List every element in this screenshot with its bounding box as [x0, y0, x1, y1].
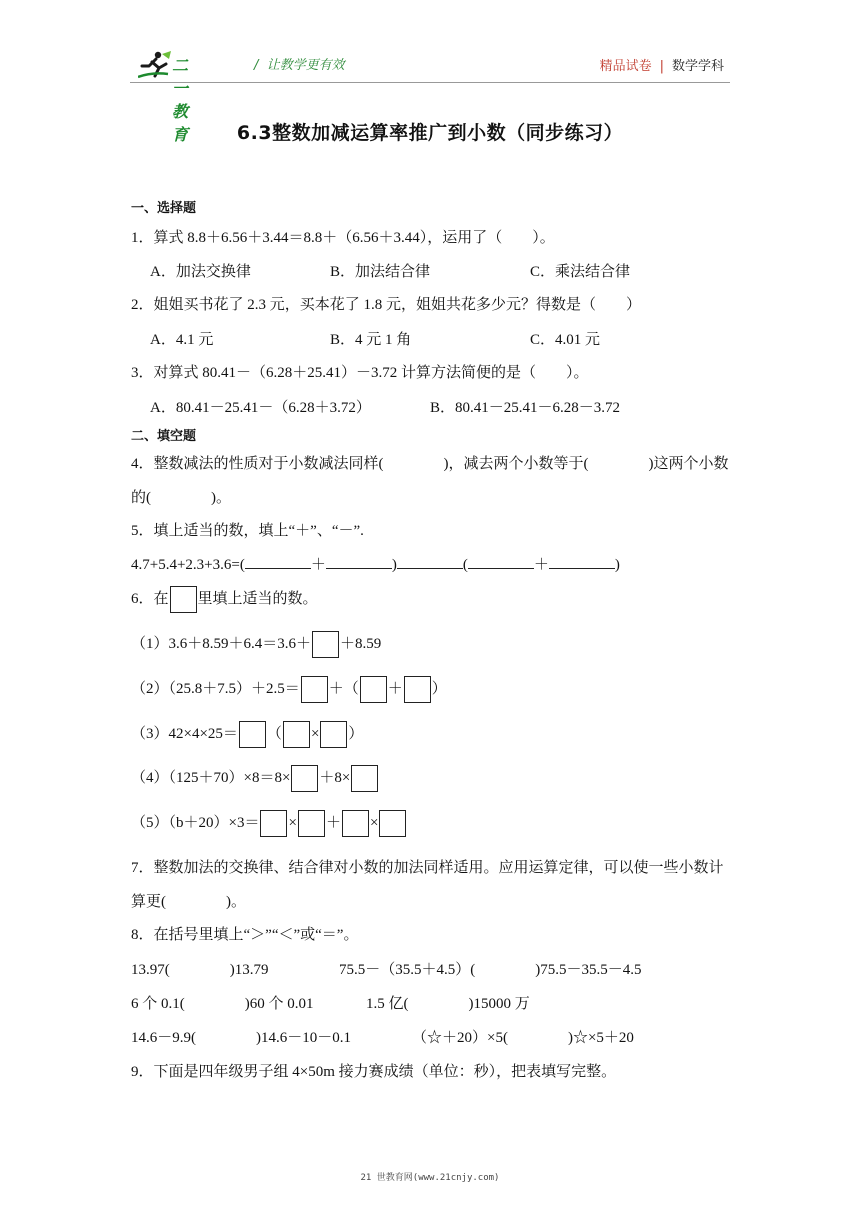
section-heading-fill: 二、填空题: [131, 429, 197, 444]
q2-stem: 2．姐姐买书花了 2.3 元，买本花了 1.8 元，姐姐共花多少元？得数是（ ）: [131, 297, 642, 313]
q1-stem: 1．算式 8.8＋6.56＋3.44＝8.8＋（6.56＋3.44），运用了（ ）。: [131, 230, 555, 246]
q3-option-a: A．80.41－25.41－（6.28＋3.72）: [150, 400, 371, 416]
tag-left: 精品试卷: [599, 59, 652, 74]
q6-p2-box-3[interactable]: [404, 676, 431, 703]
tag-right: 数学学科: [671, 59, 724, 74]
q6-stem-a: 6．在: [131, 590, 169, 607]
header-rule: [130, 82, 730, 83]
q5-plus-1: ＋: [310, 557, 326, 573]
runner-logo-icon: [138, 50, 172, 80]
q2-option-a: A．4.1 元: [150, 332, 214, 348]
q8-stem: 8．在括号里填上“＞”“＜”或“＝”。: [131, 927, 359, 943]
q5-close-1: ): [391, 557, 397, 573]
q6-p2-box-1[interactable]: [301, 676, 328, 703]
q6-part2: [131, 676, 447, 703]
logo-text: 二一教育: [172, 56, 190, 144]
q6-p1-box[interactable]: [312, 631, 339, 658]
q6-p3-box-3[interactable]: [320, 721, 347, 748]
q6-p2-d: ）: [431, 680, 447, 697]
q6-part4: [131, 765, 379, 792]
q6-p2-b: ＋（: [328, 680, 359, 697]
q6-p1-a: （1）3.6＋8.59＋6.4＝3.6＋: [131, 635, 312, 652]
q3-option-b: B．80.41－25.41－6.28－3.72: [430, 400, 621, 416]
q5-close-2: ): [614, 557, 620, 573]
q7-line2: 算更( )。: [131, 894, 246, 910]
q4-line2: 的( )。: [131, 490, 231, 506]
q5-blank-op[interactable]: [397, 554, 463, 569]
q6-p5-box-3[interactable]: [342, 810, 369, 837]
q6-p4-box-1[interactable]: [291, 765, 318, 792]
q6-p2-box-2[interactable]: [360, 676, 387, 703]
q6-p5-box-2[interactable]: [298, 810, 325, 837]
q5-blank-3[interactable]: [468, 554, 534, 569]
q6-p2-c: ＋: [387, 680, 403, 697]
page-title: 6.3整数加减运算率推广到小数（同步练习）: [236, 122, 624, 144]
q6-p1-b: ＋8.59: [340, 635, 382, 652]
q6-p2-a: （2）（25.8＋7.5）＋2.5＝: [131, 680, 300, 697]
q6-p5-c: ＋: [325, 814, 341, 831]
q2-option-c: C．4.01 元: [530, 332, 601, 348]
q6-p5-a: （5）（b＋20）×3＝: [131, 814, 260, 831]
q5-blank-1[interactable]: [245, 554, 311, 569]
q5-blank-4[interactable]: [549, 554, 615, 569]
q6-p5-box-1[interactable]: [260, 810, 287, 837]
q6-part3: [131, 721, 363, 748]
q6-p3-c: ×: [310, 725, 320, 742]
slogan: / 让教学更有效: [254, 58, 345, 73]
q5-expression: 4.7+5.4+2.3+3.6=(: [131, 557, 245, 573]
q8-row1-a: 13.97( )13.79: [131, 962, 269, 978]
q6-p4-b: ＋8×: [319, 769, 351, 786]
q2-option-b: B．4 元 1 角: [330, 332, 412, 348]
q9-stem: 9．下面是四年级男子组 4×50m 接力赛成绩（单位：秒），把表填写完整。: [131, 1064, 617, 1080]
header-tags: [600, 55, 724, 74]
q1-option-c: C．乘法结合律: [530, 264, 631, 280]
q6-example-box: [170, 586, 197, 613]
q7-line1: 7．整数加法的交换律、结合律对小数的加法同样适用。应用运算定律，可以使一些小数计: [131, 860, 724, 876]
q6-part5: [131, 810, 407, 837]
q5-open-2: (: [462, 557, 468, 573]
q5-line2: [131, 553, 620, 574]
q8-row2-a: 6 个 0.1( )60 个 0.01: [131, 996, 314, 1012]
q1-option-b: B．加法结合律: [330, 264, 431, 280]
q6-p3-a: （3）42×4×25＝: [131, 725, 238, 742]
section-heading-choice: 一、选择题: [131, 201, 197, 216]
q6-p5-d: ×: [369, 814, 379, 831]
q8-row2-b: 1.5 亿( )15000 万: [366, 996, 530, 1012]
q3-stem: 3．对算式 80.41－（6.28＋25.41）－3.72 计算方法简便的是（ ）。: [131, 365, 589, 381]
q8-row3-b: （☆＋20）×5( )☆×5＋20: [412, 1030, 634, 1046]
q4-line1: 4．整数减法的性质对于小数减法同样( )，减去两个小数等于( )这两个小数: [131, 456, 729, 472]
q6-part1: [131, 631, 381, 658]
q6-p4-box-2[interactable]: [351, 765, 378, 792]
q5-line1: 5．填上适当的数，填上“＋”、“－”.: [131, 523, 364, 539]
q1-option-a: A．加法交换律: [150, 264, 251, 280]
q6-p4-a: （4）（125＋70）×8＝8×: [131, 769, 291, 786]
q6-p3-box-1[interactable]: [239, 721, 266, 748]
q6-p3-b: （: [266, 725, 282, 742]
q6-p5-b: ×: [288, 814, 297, 831]
q6-stem: [131, 586, 318, 613]
q5-blank-2[interactable]: [326, 554, 392, 569]
q8-row3-a: 14.6－9.9( )14.6－10－0.1: [131, 1030, 351, 1046]
q6-stem-b: 里填上适当的数。: [197, 590, 318, 607]
q6-p5-box-4[interactable]: [379, 810, 406, 837]
q5-plus-2: ＋: [533, 557, 549, 573]
tag-separator: |: [659, 59, 664, 74]
q6-p3-box-2[interactable]: [283, 721, 310, 748]
q6-p3-d: ）: [348, 725, 364, 742]
q8-row1-b: 75.5－（35.5＋4.5）( )75.5－35.5－4.5: [339, 962, 642, 978]
page-footer: 21 世教育网(www.21cnjy.com): [360, 1173, 500, 1183]
